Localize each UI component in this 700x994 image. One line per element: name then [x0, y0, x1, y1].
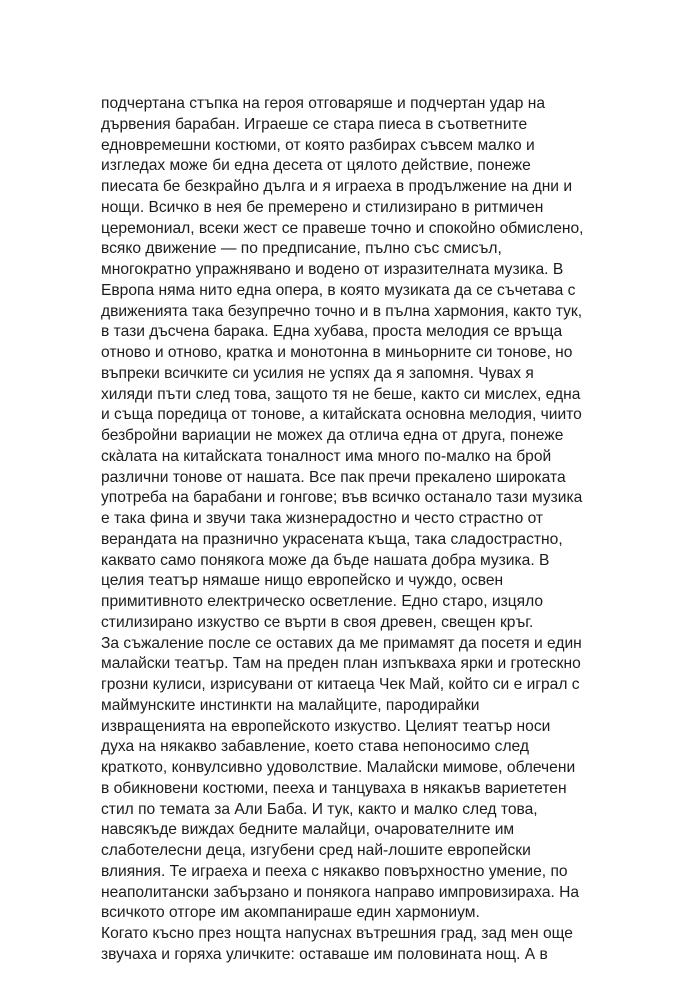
text-line: целия театър нямаше нищо европейско и чуждо, освен	[101, 572, 504, 590]
text-line: Европа няма нито една опера, в която музиката да се съчетава с	[101, 281, 576, 299]
text-line: нощи. Всичко в нея бе премерено и стилизирано в ритмичен	[101, 198, 544, 216]
text-line: стил по темата за Али Баба. И тук, както и малко след това,	[101, 800, 538, 818]
text-line: верандата на празнично украсената къща, така сладострастно,	[101, 530, 563, 548]
text-line: движенията така безупречно точно и в пълна хармония, както тук,	[101, 302, 583, 320]
text-line: въпреки всичките си усилия не успях да я запомня. Чувах я	[101, 364, 534, 382]
text-line: е така фина и звучи така жизнерадостно и често страстно от	[101, 510, 544, 527]
text-line: скàлата на китайската тоналност има много по-малко на брой	[101, 447, 552, 465]
text-line: навсякъде виждах бедните малайци, очарователните им	[101, 821, 515, 839]
text-line: многократно упражнявано и водено от изразителната музика. В	[101, 261, 564, 278]
text-line: дървения барабан. Играеше се стара пиеса в съответните	[101, 115, 528, 133]
text-line: краткото, конвулсивно удоволствие. Малайски мимове, облечени	[101, 759, 576, 776]
text-line: различни тонове от нашата. Все пак пречи прекалено широката	[101, 468, 566, 486]
text-line: извращенията на европейското изкуство. Целият театър носи	[101, 717, 551, 735]
text-line: неаполитански забързано и понякога направо импровизираха. На	[101, 883, 580, 901]
text-line: в обикновени костюми, пееха и танцуваха в някакъв вариететен	[101, 779, 567, 797]
text-line: каквато само понякога може да бъде нашата добра музика. В	[101, 551, 550, 569]
text-line: влияния. Те играеха и пееха с някакво повърхностно умение, по	[101, 862, 568, 880]
text-line: примитивното електрическо осветление. Едно старо, изцяло	[101, 593, 544, 610]
text-line: употреба на барабани и гонгове; във всичко останало тази музика	[101, 489, 583, 507]
text-line: всичкото отгоре им акомпанираше един хармониум.	[101, 904, 480, 922]
text-line: грозни кулиси, изрисувани от китаеца Чек Май, който си е играл с	[101, 676, 580, 693]
text-line: подчертана стъпка на героя отговаряше и подчертан удар на	[101, 95, 546, 112]
text-line: в тази дъсчена барака. Една хубава, проста мелодия се връща	[101, 323, 563, 341]
text-line: отново и отново, кратка и монотонна в миньорните си тонове, но	[101, 344, 573, 361]
text-line: безбройни вариации не можех да отлича една от друга, понеже	[101, 427, 564, 444]
text-line: и съща поредица от тонове, а китайската основна мелодия, чиито	[101, 406, 582, 424]
text-line: маймунските инстинкти на малайците, пародирайки	[101, 696, 480, 714]
body-text	[101, 94, 621, 966]
text-line: слаботелесни деца, изгубени сред най-лошите европейски	[101, 842, 531, 859]
text-line: хиляди пъти след това, защото тя не беше, както си мислех, една	[101, 385, 581, 403]
text-line: едновремешни костюми, от която разбирах съвсем малко и	[101, 136, 535, 154]
text-line: звучаха и горяха уличките: оставаше им половината нощ. А в	[101, 945, 548, 963]
text-line: пиесата бе безкрайно дълга и я играеха в продължение на дни и	[101, 178, 573, 195]
text-line: стилизирано изкуство се върти в своя древен, свещен кръг.	[101, 613, 534, 631]
text-line: духа на някакво забавление, което става непоносимо след	[101, 738, 529, 756]
text-line: всяко движение — по предписание, пълно със смисъл,	[101, 240, 502, 258]
text-line: малайски театър. Там на преден план изпъкваха ярки и гротескно	[101, 655, 581, 673]
text-line: изгледах може би една десета от цялото действие, понеже	[101, 157, 531, 175]
text-line: За съжаление после се оставих да ме примамят да посетя и един	[101, 634, 582, 652]
text-line: церемониал, всеки жест се правеше точно и спокойно обмислено,	[101, 219, 584, 237]
text-line: Когато късно през нощта напуснах вътрешния град, зад мен още	[101, 925, 573, 942]
